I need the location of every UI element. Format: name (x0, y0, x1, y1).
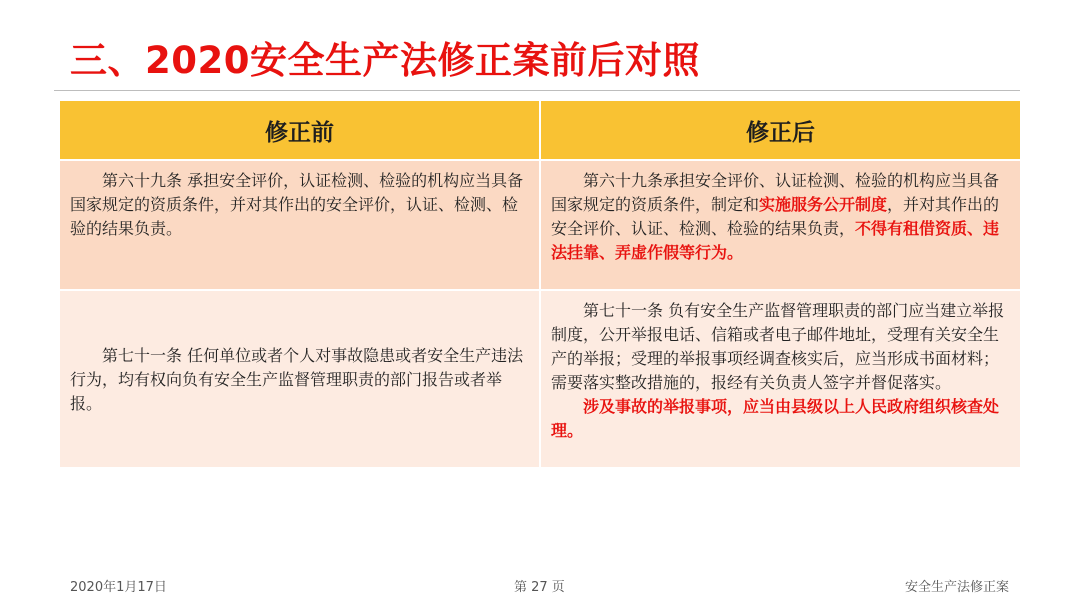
footer-page-number: 第 27 页 (514, 580, 565, 595)
comparison-table (60, 101, 1020, 467)
row1-after-cell (541, 161, 1020, 289)
table-row (60, 291, 1020, 467)
header-after: 修正后 (541, 101, 1020, 159)
table-header-row (60, 101, 1020, 159)
table-row (60, 161, 1020, 289)
slide-title: 三、2020安全生产法修正案前后对照 (70, 39, 700, 82)
header-before: 修正前 (60, 101, 539, 159)
row1-after-highlight-2: 不得有租借资质、违法挂靠、弄虚作假等行为。 (551, 219, 1000, 262)
footer-title: 安全生产法修正案 (904, 580, 1009, 595)
row1-before-cell (60, 161, 539, 289)
footer-date: 2020年1月17日 (70, 580, 167, 595)
row2-after-text: 第七十一条 负有安全生产监督管理职责的部门应当建立举报制度，公开举报电话、信箱或者电子邮件地址，受理有关安全生产的举报；受理的举报事项经调查核实后，应当形成书面材料；需要落实整改措施的，报经有关负责人签字并督促落实。 (551, 301, 1005, 392)
row1-before-text: 第六十九条 承担安全评价，认证检测、检验的机构应当具备国家规定的资质条件，并对其作出的安全评价，认证、检测、检验的结果负责。 (70, 171, 524, 238)
row2-before-text: 第七十一条 任何单位或者个人对事故隐患或者安全生产违法行为，均有权向负有安全生产监督管理职责的部门报告或者举报。 (70, 346, 524, 413)
row2-before-cell (60, 291, 539, 467)
row2-after-highlight: 涉及事故的举报事项，应当由县级以上人民政府组织核查处理。 (551, 397, 1000, 440)
row2-after-cell (541, 291, 1020, 467)
title-divider (54, 90, 1020, 91)
row1-after-highlight-1: 实施服务公开制度 (759, 195, 888, 214)
row1-after-text-1: 第六十九条承担安全评价、认证检测、检验的机构应当具备国家规定的资质条件，制定和 (551, 171, 1000, 214)
row1-after-text-2: ，并对其作出的安全评价、认证、检测、检验的结果负责， (551, 195, 1000, 238)
row1-after-text (551, 169, 1010, 265)
